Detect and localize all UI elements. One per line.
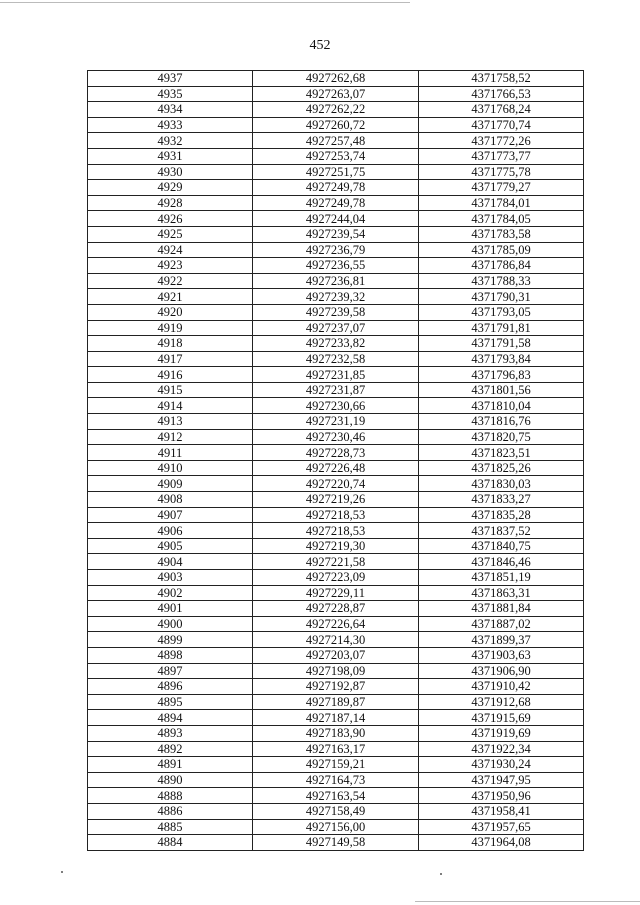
x-coordinate-cell: 4927263,07: [253, 86, 419, 102]
table-row: [88, 585, 584, 601]
table-row: [88, 647, 584, 663]
y-coordinate-cell: 4371846,46: [419, 554, 584, 570]
point-number-cell: 4897: [88, 663, 253, 679]
point-number-cell: 4892: [88, 741, 253, 757]
x-coordinate-cell: 4927244,04: [253, 211, 419, 227]
y-coordinate-cell: 4371957,65: [419, 819, 584, 835]
y-coordinate-cell: 4371958,41: [419, 803, 584, 819]
point-number-cell: 4893: [88, 725, 253, 741]
y-coordinate-cell: 4371887,02: [419, 616, 584, 632]
y-coordinate-cell: 4371922,34: [419, 741, 584, 757]
table-row: [88, 414, 584, 430]
point-number-cell: 4891: [88, 757, 253, 773]
y-coordinate-cell: 4371772,26: [419, 133, 584, 149]
x-coordinate-cell: 4927228,73: [253, 445, 419, 461]
y-coordinate-cell: 4371833,27: [419, 492, 584, 508]
table-row: [88, 367, 584, 383]
scan-speck: [61, 871, 63, 873]
table-row: [88, 835, 584, 851]
y-coordinate-cell: 4371786,84: [419, 258, 584, 274]
table-row: [88, 819, 584, 835]
point-number-cell: 4885: [88, 819, 253, 835]
point-number-cell: 4902: [88, 585, 253, 601]
point-number-cell: 4884: [88, 835, 253, 851]
y-coordinate-cell: 4371775,78: [419, 164, 584, 180]
y-coordinate-cell: 4371810,04: [419, 398, 584, 414]
x-coordinate-cell: 4927249,78: [253, 180, 419, 196]
table-row: [88, 117, 584, 133]
table-row: [88, 351, 584, 367]
x-coordinate-cell: 4927226,64: [253, 616, 419, 632]
x-coordinate-cell: 4927236,55: [253, 258, 419, 274]
point-number-cell: 4915: [88, 382, 253, 398]
point-number-cell: 4894: [88, 710, 253, 726]
table-row: [88, 242, 584, 258]
table-row: [88, 211, 584, 227]
point-number-cell: 4926: [88, 211, 253, 227]
y-coordinate-cell: 4371791,81: [419, 320, 584, 336]
x-coordinate-cell: 4927149,58: [253, 835, 419, 851]
y-coordinate-cell: 4371801,56: [419, 382, 584, 398]
table-row: [88, 429, 584, 445]
point-number-cell: 4895: [88, 694, 253, 710]
point-number-cell: 4928: [88, 195, 253, 211]
y-coordinate-cell: 4371906,90: [419, 663, 584, 679]
x-coordinate-cell: 4927226,48: [253, 460, 419, 476]
table-row: [88, 507, 584, 523]
x-coordinate-cell: 4927189,87: [253, 694, 419, 710]
y-coordinate-cell: 4371915,69: [419, 710, 584, 726]
table-row: [88, 492, 584, 508]
table-row: [88, 710, 584, 726]
point-number-cell: 4912: [88, 429, 253, 445]
x-coordinate-cell: 4927251,75: [253, 164, 419, 180]
y-coordinate-cell: 4371825,26: [419, 460, 584, 476]
y-coordinate-cell: 4371912,68: [419, 694, 584, 710]
x-coordinate-cell: 4927214,30: [253, 632, 419, 648]
point-number-cell: 4937: [88, 71, 253, 87]
point-number-cell: 4913: [88, 414, 253, 430]
table-row: [88, 180, 584, 196]
point-number-cell: 4930: [88, 164, 253, 180]
point-number-cell: 4906: [88, 523, 253, 539]
x-coordinate-cell: 4927156,00: [253, 819, 419, 835]
y-coordinate-cell: 4371784,05: [419, 211, 584, 227]
table-row: [88, 382, 584, 398]
x-coordinate-cell: 4927239,32: [253, 289, 419, 305]
y-coordinate-cell: 4371863,31: [419, 585, 584, 601]
table-row: [88, 772, 584, 788]
point-number-cell: 4908: [88, 492, 253, 508]
x-coordinate-cell: 4927159,21: [253, 757, 419, 773]
table-row: [88, 289, 584, 305]
table-row: [88, 102, 584, 118]
x-coordinate-cell: 4927221,58: [253, 554, 419, 570]
y-coordinate-cell: 4371783,58: [419, 226, 584, 242]
point-number-cell: 4890: [88, 772, 253, 788]
x-coordinate-cell: 4927223,09: [253, 570, 419, 586]
x-coordinate-cell: 4927257,48: [253, 133, 419, 149]
table-row: [88, 679, 584, 695]
table-row: [88, 803, 584, 819]
y-coordinate-cell: 4371820,75: [419, 429, 584, 445]
point-number-cell: 4924: [88, 242, 253, 258]
y-coordinate-cell: 4371947,95: [419, 772, 584, 788]
y-coordinate-cell: 4371851,19: [419, 570, 584, 586]
table-row: [88, 538, 584, 554]
coordinates-table: [87, 70, 584, 851]
x-coordinate-cell: 4927237,07: [253, 320, 419, 336]
y-coordinate-cell: 4371793,05: [419, 304, 584, 320]
table-row: [88, 226, 584, 242]
point-number-cell: 4898: [88, 647, 253, 663]
point-number-cell: 4932: [88, 133, 253, 149]
x-coordinate-cell: 4927231,87: [253, 382, 419, 398]
y-coordinate-cell: 4371930,24: [419, 757, 584, 773]
x-coordinate-cell: 4927218,53: [253, 507, 419, 523]
y-coordinate-cell: 4371796,83: [419, 367, 584, 383]
y-coordinate-cell: 4371840,75: [419, 538, 584, 554]
y-coordinate-cell: 4371766,53: [419, 86, 584, 102]
x-coordinate-cell: 4927192,87: [253, 679, 419, 695]
y-coordinate-cell: 4371790,31: [419, 289, 584, 305]
y-coordinate-cell: 4371910,42: [419, 679, 584, 695]
point-number-cell: 4917: [88, 351, 253, 367]
point-number-cell: 4907: [88, 507, 253, 523]
point-number-cell: 4904: [88, 554, 253, 570]
y-coordinate-cell: 4371791,58: [419, 336, 584, 352]
y-coordinate-cell: 4371793,84: [419, 351, 584, 367]
y-coordinate-cell: 4371830,03: [419, 476, 584, 492]
table-row: [88, 195, 584, 211]
point-number-cell: 4914: [88, 398, 253, 414]
y-coordinate-cell: 4371768,24: [419, 102, 584, 118]
x-coordinate-cell: 4927158,49: [253, 803, 419, 819]
point-number-cell: 4903: [88, 570, 253, 586]
x-coordinate-cell: 4927163,54: [253, 788, 419, 804]
x-coordinate-cell: 4927236,81: [253, 273, 419, 289]
point-number-cell: 4896: [88, 679, 253, 695]
table-row: [88, 304, 584, 320]
point-number-cell: 4921: [88, 289, 253, 305]
y-coordinate-cell: 4371770,74: [419, 117, 584, 133]
point-number-cell: 4888: [88, 788, 253, 804]
y-coordinate-cell: 4371835,28: [419, 507, 584, 523]
point-number-cell: 4929: [88, 180, 253, 196]
x-coordinate-cell: 4927239,54: [253, 226, 419, 242]
scan-edge-line: [0, 2, 410, 3]
table-row: [88, 148, 584, 164]
y-coordinate-cell: 4371758,52: [419, 71, 584, 87]
table-row: [88, 336, 584, 352]
y-coordinate-cell: 4371816,76: [419, 414, 584, 430]
point-number-cell: 4923: [88, 258, 253, 274]
table-row: [88, 86, 584, 102]
x-coordinate-cell: 4927163,17: [253, 741, 419, 757]
table-row: [88, 523, 584, 539]
point-number-cell: 4934: [88, 102, 253, 118]
table-row: [88, 570, 584, 586]
point-number-cell: 4909: [88, 476, 253, 492]
point-number-cell: 4916: [88, 367, 253, 383]
scan-speck: [440, 873, 442, 875]
x-coordinate-cell: 4927232,58: [253, 351, 419, 367]
x-coordinate-cell: 4927231,19: [253, 414, 419, 430]
point-number-cell: 4905: [88, 538, 253, 554]
x-coordinate-cell: 4927239,58: [253, 304, 419, 320]
y-coordinate-cell: 4371903,63: [419, 647, 584, 663]
point-number-cell: 4910: [88, 460, 253, 476]
point-number-cell: 4918: [88, 336, 253, 352]
x-coordinate-cell: 4927236,79: [253, 242, 419, 258]
point-number-cell: 4899: [88, 632, 253, 648]
table-row: [88, 133, 584, 149]
y-coordinate-cell: 4371823,51: [419, 445, 584, 461]
point-number-cell: 4919: [88, 320, 253, 336]
table-row: [88, 601, 584, 617]
table-row: [88, 258, 584, 274]
point-number-cell: 4933: [88, 117, 253, 133]
y-coordinate-cell: 4371919,69: [419, 725, 584, 741]
x-coordinate-cell: 4927253,74: [253, 148, 419, 164]
x-coordinate-cell: 4927219,30: [253, 538, 419, 554]
x-coordinate-cell: 4927260,72: [253, 117, 419, 133]
point-number-cell: 4886: [88, 803, 253, 819]
point-number-cell: 4920: [88, 304, 253, 320]
y-coordinate-cell: 4371785,09: [419, 242, 584, 258]
y-coordinate-cell: 4371788,33: [419, 273, 584, 289]
y-coordinate-cell: 4371950,96: [419, 788, 584, 804]
x-coordinate-cell: 4927233,82: [253, 336, 419, 352]
point-number-cell: 4931: [88, 148, 253, 164]
y-coordinate-cell: 4371779,27: [419, 180, 584, 196]
y-coordinate-cell: 4371899,37: [419, 632, 584, 648]
table-row: [88, 476, 584, 492]
table-row: [88, 164, 584, 180]
table-row: [88, 554, 584, 570]
scan-edge-line: [415, 901, 640, 902]
table-row: [88, 725, 584, 741]
page-number: 452: [309, 38, 331, 53]
table-row: [88, 694, 584, 710]
x-coordinate-cell: 4927218,53: [253, 523, 419, 539]
table-row: [88, 632, 584, 648]
x-coordinate-cell: 4927230,46: [253, 429, 419, 445]
x-coordinate-cell: 4927198,09: [253, 663, 419, 679]
point-number-cell: 4935: [88, 86, 253, 102]
table-row: [88, 71, 584, 87]
x-coordinate-cell: 4927220,74: [253, 476, 419, 492]
x-coordinate-cell: 4927203,07: [253, 647, 419, 663]
table-row: [88, 616, 584, 632]
y-coordinate-cell: 4371881,84: [419, 601, 584, 617]
x-coordinate-cell: 4927230,66: [253, 398, 419, 414]
point-number-cell: 4925: [88, 226, 253, 242]
point-number-cell: 4900: [88, 616, 253, 632]
point-number-cell: 4911: [88, 445, 253, 461]
y-coordinate-cell: 4371964,08: [419, 835, 584, 851]
x-coordinate-cell: 4927228,87: [253, 601, 419, 617]
y-coordinate-cell: 4371784,01: [419, 195, 584, 211]
table-row: [88, 741, 584, 757]
x-coordinate-cell: 4927229,11: [253, 585, 419, 601]
x-coordinate-cell: 4927187,14: [253, 710, 419, 726]
point-number-cell: 4922: [88, 273, 253, 289]
x-coordinate-cell: 4927262,68: [253, 71, 419, 87]
x-coordinate-cell: 4927183,90: [253, 725, 419, 741]
table-row: [88, 445, 584, 461]
x-coordinate-cell: 4927231,85: [253, 367, 419, 383]
y-coordinate-cell: 4371773,77: [419, 148, 584, 164]
table-row: [88, 757, 584, 773]
y-coordinate-cell: 4371837,52: [419, 523, 584, 539]
x-coordinate-cell: 4927262,22: [253, 102, 419, 118]
coordinates-table-body: [88, 71, 584, 851]
table-row: [88, 663, 584, 679]
table-row: [88, 398, 584, 414]
table-row: [88, 273, 584, 289]
x-coordinate-cell: 4927219,26: [253, 492, 419, 508]
x-coordinate-cell: 4927249,78: [253, 195, 419, 211]
table-row: [88, 788, 584, 804]
point-number-cell: 4901: [88, 601, 253, 617]
table-row: [88, 460, 584, 476]
x-coordinate-cell: 4927164,73: [253, 772, 419, 788]
table-row: [88, 320, 584, 336]
